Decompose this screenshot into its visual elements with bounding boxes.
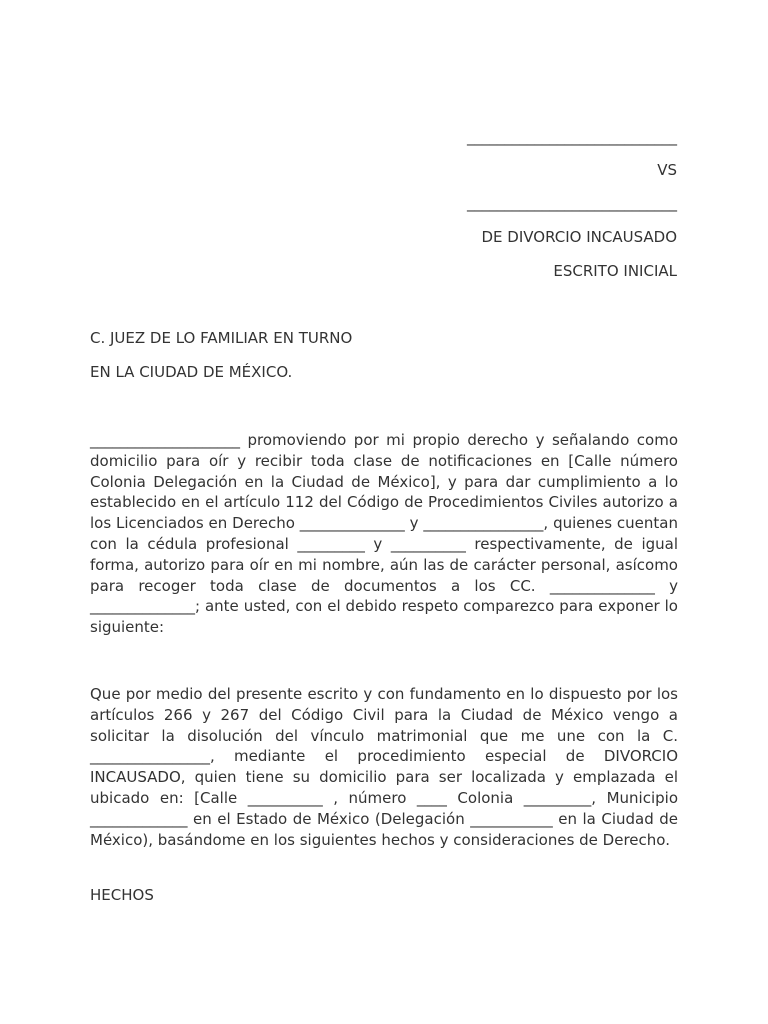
document-type: ESCRITO INICIAL (553, 262, 677, 280)
body-paragraph-2: Que por medio del presente escrito y con fundamento en lo dispuesto por los artículos 266 y 267 del Código Civil para la Ciudad de México vengo a solicitar la disolución del vínculo matrimonial que me une con la C. ________________, mediante el procedimiento especial de DIVORCIO INCAUSADO, quien tiene su domicilio para ser localizada y emplazada el ubicado en: [Calle __________ , número ____ Colonia _________, Municipio _____________ en el Estado de México (Delegación ___________ en la Ciudad de México), basándome en los siguientes hechos y consideraciones de Derecho. (90, 685, 678, 849)
case-type: DE DIVORCIO INCAUSADO (481, 228, 677, 246)
party-one-blank: ____________________________ (467, 128, 677, 146)
body-paragraph-1: ____________________ promoviendo por mi propio derecho y señalando como domicilio para oír y recibir toda clase de notificaciones en [Calle número Colonia Delegación en la Ciudad de México], y para dar cumplimiento a lo establecido en el artículo 112 del Código de Procedimientos Civiles autorizo a los Licenciados en Derecho ______________ y ________________, quienes cuentan con la cédula profesional _________ y __________ respectivamente, de igual forma, autorizo para oír en mi nombre, aún las de carácter personal, asícomo para recoger toda clase de documentos a los CC. ______________ y ______________; ante usted, con el debido respeto comparezco para exponer lo siguiente: (90, 431, 678, 637)
addressee-line-1: C. JUEZ DE LO FAMILIAR EN TURNO (90, 329, 353, 347)
party-two-blank: ____________________________ (467, 194, 677, 212)
addressee-line-2: EN LA CIUDAD DE MÉXICO. (90, 363, 293, 381)
versus-label: VS (657, 161, 677, 179)
section-heading-hechos: HECHOS (90, 886, 154, 904)
